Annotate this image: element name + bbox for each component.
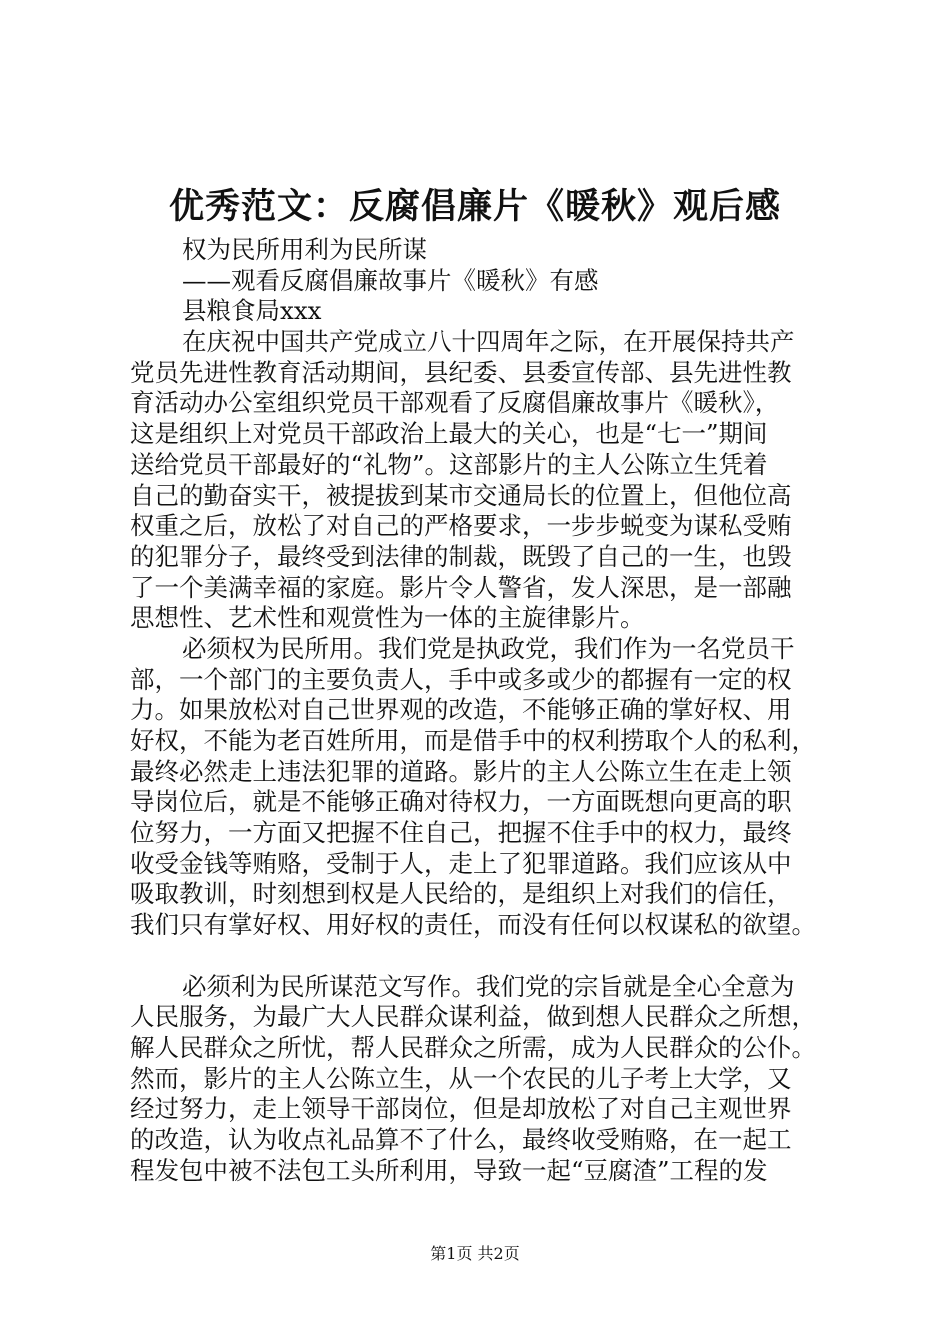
paragraph-3: [130, 972, 850, 1187]
paragraph-1: [130, 327, 850, 634]
paragraph-gap: [130, 941, 850, 972]
paragraph-line: 吸取教训，时刻想到权是人民给的，是组织上对我们的信任，: [130, 879, 792, 909]
author-line: 县粮食局xxx: [182, 296, 322, 326]
document-body: [130, 235, 850, 1186]
subtitle-line: ——观看反腐倡廉故事片《暖秋》有感: [182, 265, 599, 295]
page-footer: 第1页 共2页: [430, 1244, 520, 1263]
paragraph-line: 的犯罪分子，最终受到法律的制裁，既毁了自己的一生，也毁: [130, 541, 792, 571]
paragraph-line: 经过努力，走上领导干部岗位，但是却放松了对自己主观世界: [130, 1094, 792, 1124]
paragraph-line: 的改造，认为收点礼品算不了什么，最终收受贿赂，在一起工: [130, 1124, 792, 1154]
paragraph-line: 力。如果放松对自己世界观的改造，不能够正确的掌好权、用: [130, 695, 792, 725]
paragraph-line: 解人民群众之所忧，帮人民群众之所需，成为人民群众的公仆。: [130, 1032, 816, 1062]
paragraph-line: 最终必然走上违法犯罪的道路。影片的主人公陈立生在走上领: [130, 756, 792, 786]
paragraph-line: 自己的勤奋实干，被提拔到某市交通局长的位置上，但他位高: [130, 480, 792, 510]
paragraph-line: 人民服务，为最广大人民群众谋利益，做到想人民群众之所想，: [130, 1002, 816, 1032]
document-title: 优秀范文：反腐倡廉片《暖秋》观后感: [168, 186, 781, 227]
paragraph-line: 这是组织上对党员干部政治上最大的关心，也是“七一”期间: [130, 419, 768, 449]
paragraph-line: 收受金钱等贿赂，受制于人，走上了犯罪道路。我们应该从中: [130, 848, 792, 878]
paragraph-line: 送给党员干部最好的“礼物”。这部影片的主人公陈立生凭着: [130, 449, 768, 479]
paragraph-line: 程发包中被不法包工头所利用，导致一起“豆腐渣”工程的发: [130, 1155, 768, 1185]
paragraph-line: 好权，不能为老百姓所用，而是借手中的权利捞取个人的私利，: [130, 726, 816, 755]
paragraph-line: 我们只有掌好权、用好权的责任，而没有任何以权谋私的欲望。: [130, 910, 816, 940]
paragraph-line: 思想性、艺术性和观赏性为一体的主旋律影片。: [130, 603, 645, 633]
paragraph-2: [130, 634, 850, 941]
paragraph-line: 然而，影片的主人公陈立生，从一个农民的儿子考上大学，又: [130, 1063, 792, 1093]
paragraph-line: 位努力，一方面又把握不住自己，把握不住手中的权力，最终: [130, 818, 792, 848]
paragraph-line: 了一个美满幸福的家庭。影片令人警省，发人深思，是一部融: [130, 572, 792, 602]
paragraph-line: 在庆祝中国共产党成立八十四周年之际，在开展保持共产: [182, 327, 795, 357]
subtitle-line: 权为民所用利为民所谋: [182, 235, 427, 264]
paragraph-line: 必须权为民所用。我们党是执政党，我们作为一名党员干: [182, 633, 795, 663]
paragraph-line: 导岗位后，就是不能够正确对待权力，一方面既想向更高的职: [130, 787, 792, 817]
paragraph-line: 部，一个部门的主要负责人，手中或多或少的都握有一定的权: [130, 664, 792, 694]
paragraph-line: 权重之后，放松了对自己的严格要求，一步步蜕变为谋私受贿: [130, 511, 792, 541]
paragraph-line: 必须利为民所谋范文写作。我们党的宗旨就是全心全意为: [182, 971, 795, 1001]
paragraph-line: 育活动办公室组织党员干部观看了反腐倡廉故事片《暖秋》，: [130, 388, 780, 418]
paragraph-line: 党员先进性教育活动期间，县纪委、县委宣传部、县先进性教: [130, 357, 792, 387]
